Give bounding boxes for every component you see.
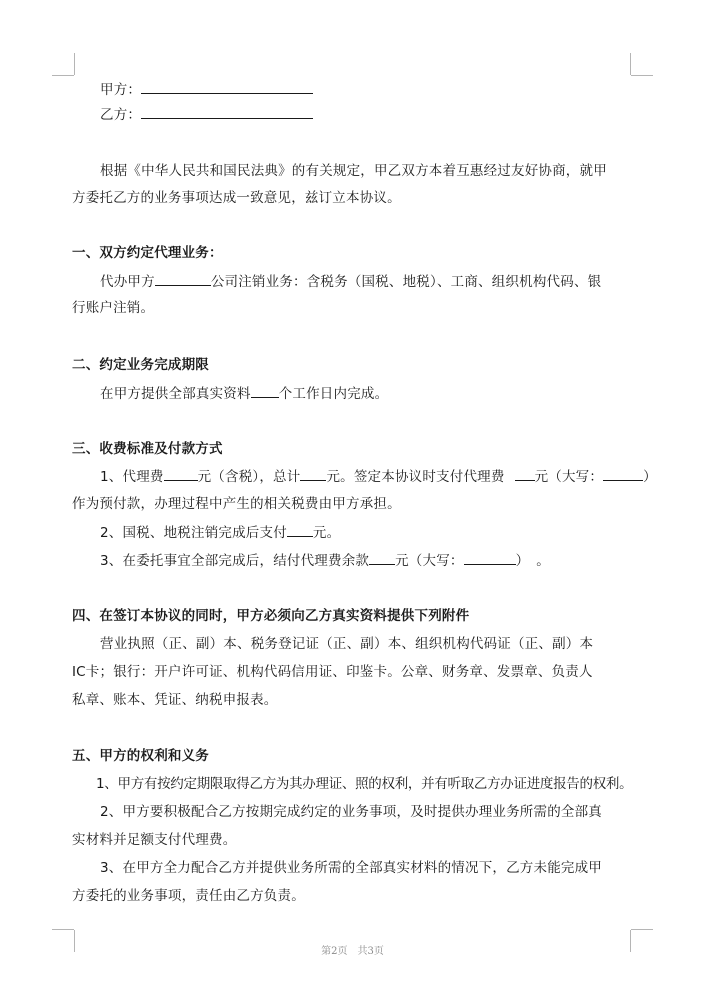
section-1-text-b: 公司注销业务：含税务（国税、地税）、工商、组织机构代码、银 [210, 274, 602, 290]
days-blank [251, 383, 279, 398]
section-3-heading: 三、收费标准及付款方式 [72, 441, 223, 457]
balance-words-blank [464, 550, 516, 565]
party-b-line [100, 104, 635, 125]
section-3-item-1-a: 1、代理费 [100, 469, 164, 485]
section-3-item-3-c: ） 。 [515, 553, 550, 569]
section-3-item-1-e: ） [643, 469, 657, 485]
tax-payment-blank [287, 522, 313, 537]
section-2-text-a: 在甲方提供全部真实资料 [100, 386, 251, 402]
section-3-item-1-line-2: 作为预付款，办理过程中产生的相关税费由甲方承担。 [72, 496, 401, 512]
section-4-heading: 四、在签订本协议的同时，甲方必须向乙方真实资料提供下列附件 [72, 608, 470, 624]
party-a-blank [141, 79, 313, 94]
party-b-label: 乙方： [100, 107, 142, 123]
section-5-heading: 五、甲方的权利和义务 [72, 748, 209, 764]
section-5-item-2-line-2: 实材料并足额支付代理费。 [72, 832, 237, 848]
crop-mark-top-right [630, 53, 631, 75]
party-b-blank [141, 104, 313, 119]
company-name-blank [155, 271, 211, 286]
page-number: 第2页 共3页 [321, 946, 384, 957]
crop-mark-bottom-right-h [631, 929, 653, 930]
section-3-item-3-b: 元（大写： [395, 553, 464, 569]
section-1-text-a: 代办甲方 [100, 274, 155, 290]
section-2-heading: 二、约定业务完成期限 [72, 357, 209, 373]
crop-mark-top-left-h [52, 75, 74, 76]
section-5-item-3-line-1: 3、在甲方全力配合乙方并提供业务所需的全部真实材料的情况下，乙方未能完成甲 [100, 860, 602, 876]
section-3-item-2 [100, 522, 635, 543]
crop-mark-top-left [74, 53, 75, 75]
section-5-item-3-line-2: 方委托的业务事项，责任由乙方负责。 [72, 888, 305, 904]
section-5-item-2-line-1: 2、甲方要积极配合乙方按期完成约定的业务事项，及时提供办理业务所需的全部真 [100, 804, 602, 820]
section-1-line-2: 行账户注销。 [72, 300, 155, 316]
prepay-blank [515, 466, 535, 481]
section-3-item-2-a: 2、国税、地税注销完成后支付 [100, 525, 287, 541]
section-2-line-1 [100, 383, 635, 404]
section-3-item-1-d: 元（大写： [534, 469, 604, 485]
section-4-line-2: IC卡；银行：开户许可证、机构代码信用证、印鉴卡。公章、财务章、发票章、负责人 [72, 664, 593, 680]
total-blank [300, 466, 326, 481]
section-3-item-1 [100, 466, 657, 487]
section-3-item-3-a: 3、在委托事宜全部完成后，结付代理费余款 [100, 553, 370, 569]
party-a-label: 甲方： [100, 82, 142, 98]
section-3-item-2-b: 元。 [312, 525, 341, 541]
intro-line-1: 根据《中华人民共和国民法典》的有关规定，甲乙双方本着互惠经过友好协商，就甲 [100, 163, 607, 179]
prepay-words-blank [603, 466, 643, 481]
section-1-heading: 一、双方约定代理业务： [72, 245, 223, 261]
section-3-item-1-b: 元（含税），总计 [197, 469, 301, 485]
section-4-line-1: 营业执照（正、副）本、税务登记证（正、副）本、组织机构代码证（正、副）本 [100, 636, 594, 652]
section-1-line-1 [100, 271, 635, 292]
section-3-item-1-c: 元。签定本协议时支付代理费 [326, 469, 505, 485]
fee-blank [164, 466, 198, 481]
balance-blank [369, 550, 395, 565]
section-5-item-1: 1、甲方有按约定期限取得乙方为其办理证、照的权利，并有听取乙方办证进度报告的权利。 [96, 776, 633, 792]
section-3-item-3 [100, 550, 635, 571]
intro-line-2: 方委托乙方的业务事项达成一致意见，兹订立本协议。 [72, 190, 401, 206]
section-2-text-b: 个工作日内完成。 [278, 386, 389, 402]
crop-mark-bottom-left-h [52, 929, 74, 930]
party-a-line [100, 79, 635, 100]
crop-mark-top-right-h [631, 75, 653, 76]
section-4-line-3: 私章、账本、凭证、纳税申报表。 [72, 692, 278, 708]
